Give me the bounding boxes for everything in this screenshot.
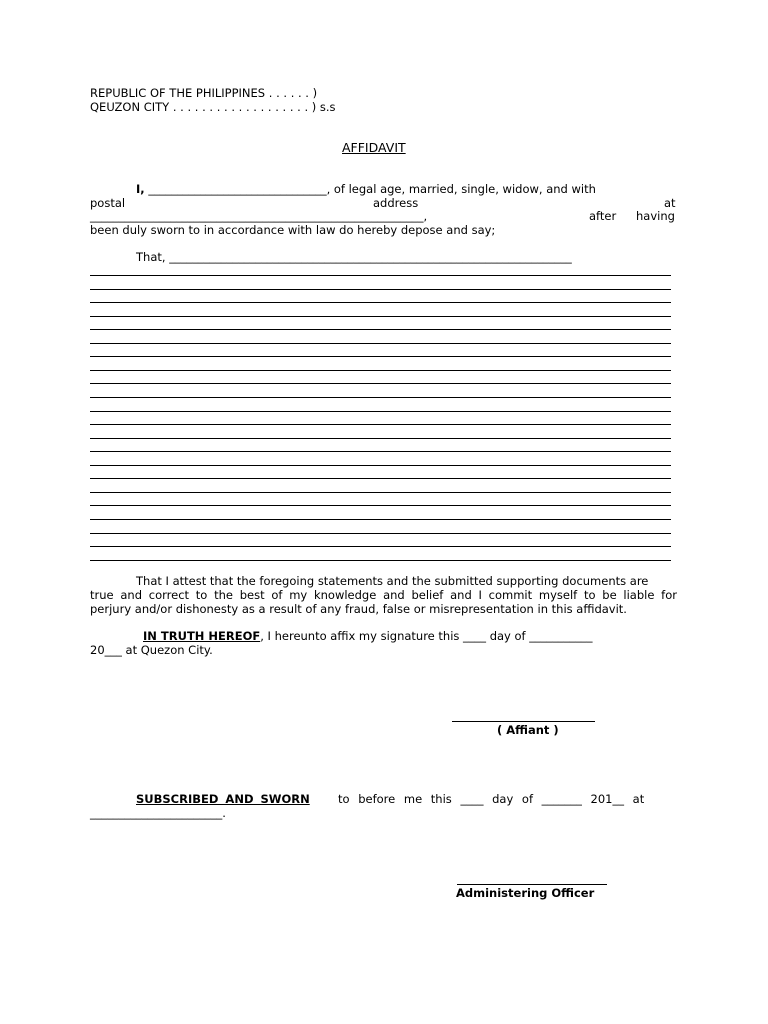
statement-blank-line[interactable]	[90, 533, 671, 534]
intro-line-1	[136, 182, 596, 196]
statement-blank-line[interactable]	[90, 343, 671, 344]
subscribed-line-2: _______________________.	[90, 806, 226, 820]
statement-blank-line[interactable]	[90, 546, 671, 547]
statement-blank-line[interactable]	[90, 397, 671, 398]
statement-blank-line[interactable]	[90, 465, 671, 466]
intro-after: after	[589, 209, 617, 223]
statement-blank-line[interactable]	[90, 302, 671, 303]
that-blank[interactable]: ______________________________________________________________________	[169, 250, 572, 264]
officer-label: Administering Officer	[456, 886, 595, 900]
intro-address: address	[373, 196, 419, 210]
subscribed-rest: to before me this ____ day of _______ 201__ at	[338, 792, 645, 806]
affiant-signature-line[interactable]	[452, 721, 595, 722]
statement-blank-line[interactable]	[90, 289, 671, 290]
intro-at: at	[664, 196, 676, 210]
statement-blank-line[interactable]	[90, 451, 671, 452]
statement-blank-line[interactable]	[90, 505, 671, 506]
caption-republic: REPUBLIC OF THE PHILIPPINES . . . . . . )	[90, 86, 318, 100]
subscribed-bold-label: SUBSCRIBED AND SWORN	[136, 792, 310, 806]
truth-line-1	[143, 629, 593, 643]
statement-blank-line[interactable]	[90, 356, 671, 357]
affiant-label: ( Affiant )	[497, 723, 559, 737]
address-blank[interactable]: __________________________________________________________	[90, 209, 424, 223]
intro-after-name: , of legal age, married, single, widow, and with	[326, 182, 596, 196]
statement-blank-line[interactable]	[90, 478, 671, 479]
statement-blank-line[interactable]	[90, 329, 671, 330]
subscribed-line-1	[136, 792, 310, 806]
statement-blank-line[interactable]	[90, 492, 671, 493]
intro-having: having	[636, 209, 675, 223]
statement-blank-line[interactable]	[90, 519, 671, 520]
statement-blank-line[interactable]	[90, 383, 671, 384]
address-comma: ,	[423, 209, 428, 223]
statement-blank-line[interactable]	[90, 316, 671, 317]
address-line	[90, 209, 427, 223]
truth-bold-label: IN TRUTH HEREOF	[143, 629, 261, 643]
caption-city: QEUZON CITY . . . . . . . . . . . . . . . . . . . ) s.s	[90, 100, 336, 114]
statement-blank-line[interactable]	[90, 560, 671, 561]
truth-line-2: 20___ at Quezon City.	[90, 643, 213, 657]
statement-blank-line[interactable]	[90, 411, 671, 412]
intro-i-label: I,	[136, 182, 145, 196]
statement-blank-line[interactable]	[90, 438, 671, 439]
statement-blank-line[interactable]	[90, 275, 671, 276]
attest-line-1: That I attest that the foregoing statements and the submitted supporting documents are	[136, 574, 649, 588]
that-line	[136, 250, 572, 264]
document-title: AFFIDAVIT	[342, 140, 406, 155]
name-blank[interactable]: _______________________________	[148, 182, 327, 196]
truth-rest: , I hereunto affix my signature this ____ day of ___________	[260, 629, 593, 643]
statement-blank-line[interactable]	[90, 370, 671, 371]
that-label: That,	[136, 250, 166, 264]
attest-line-2: true and correct to the best of my knowledge and belief and I commit myself to be liable for	[90, 588, 677, 602]
attest-line-3: perjury and/or dishonesty as a result of any fraud, false or misrepresentation in this affidavit.	[90, 602, 627, 616]
intro-sworn-line: been duly sworn to in accordance with law do hereby depose and say;	[90, 223, 496, 237]
officer-signature-line[interactable]	[457, 884, 607, 885]
statement-blank-line[interactable]	[90, 424, 671, 425]
intro-postal: postal	[90, 196, 126, 210]
